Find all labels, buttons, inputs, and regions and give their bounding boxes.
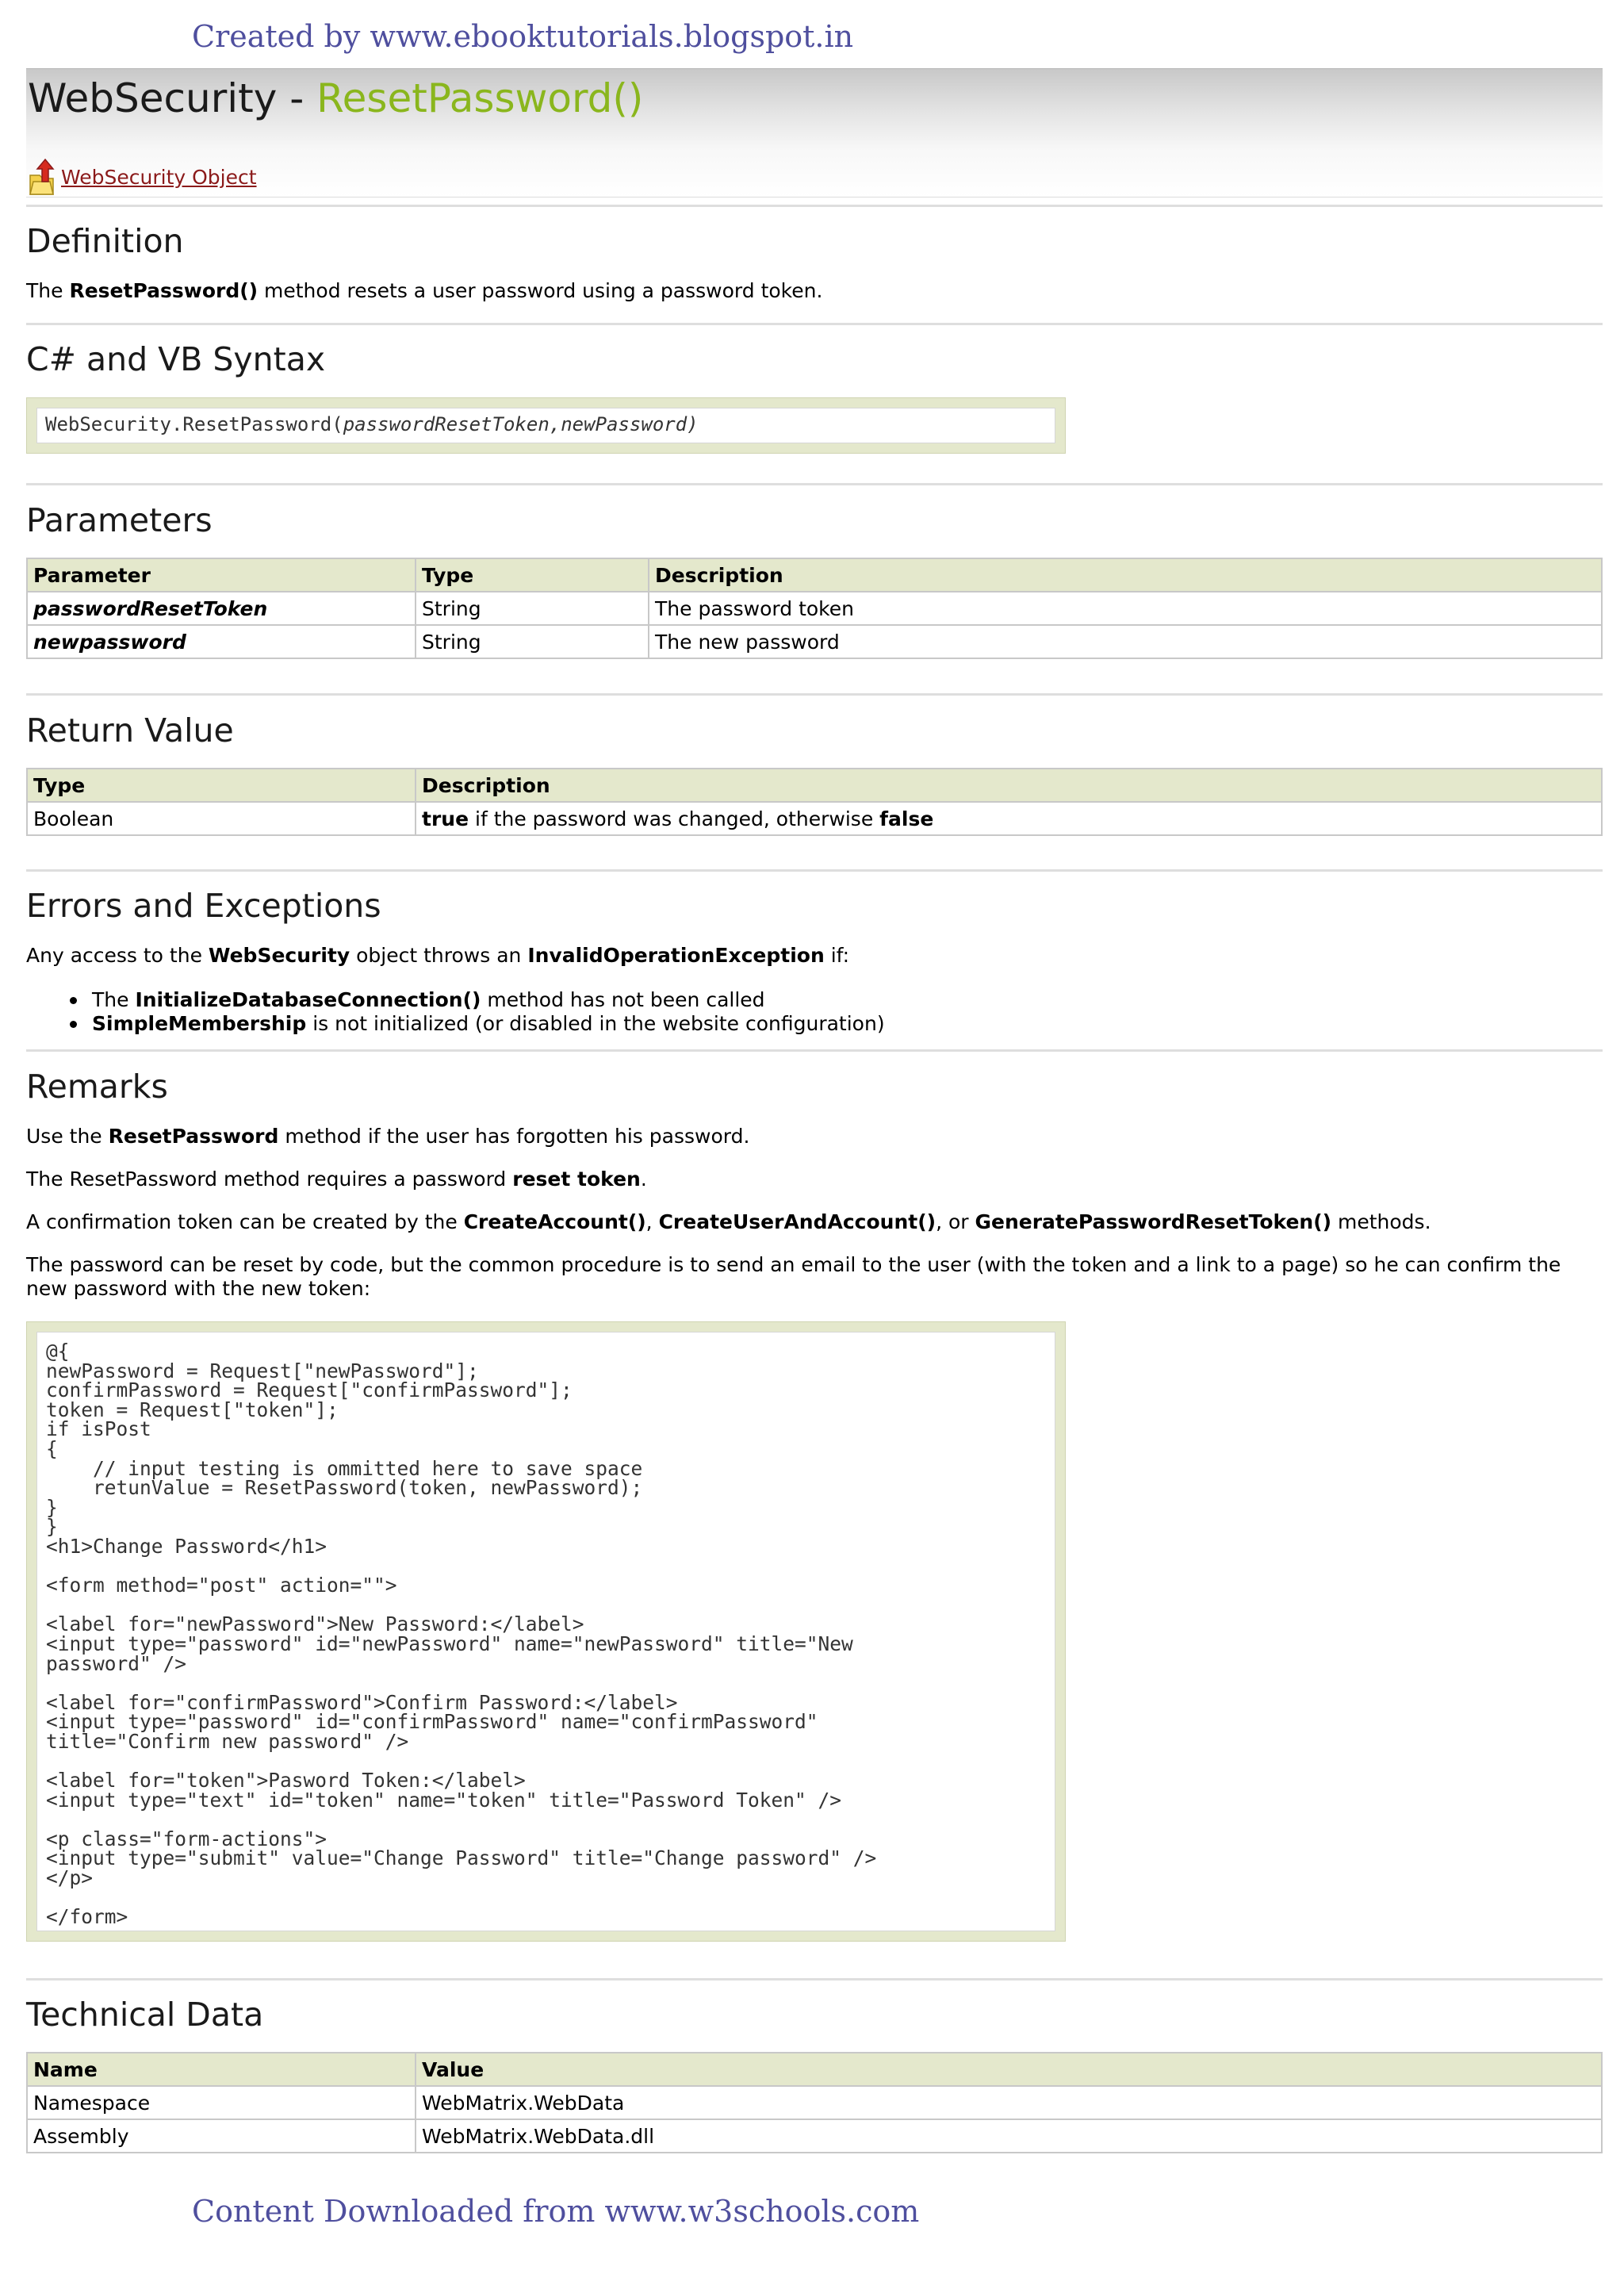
list-item: The InitializeDatabaseConnection() method has not been called	[63, 988, 885, 1012]
watermark-bottom: Content Downloaded from www.w3schools.com	[192, 2194, 920, 2229]
technical-value: WebMatrix.WebData	[416, 2086, 1602, 2119]
table-row	[27, 592, 1602, 625]
table-header: Value	[416, 2053, 1602, 2086]
divider	[26, 323, 1603, 325]
table-row	[27, 2119, 1602, 2153]
definition-text: The ResetPassword() method resets a user password using a password token.	[26, 279, 823, 302]
nav-bar	[26, 148, 1603, 197]
technical-value: WebMatrix.WebData.dll	[416, 2119, 1602, 2153]
return-value-table	[26, 768, 1603, 836]
errors-intro: Any access to the WebSecurity object throws an InvalidOperationException if:	[26, 944, 850, 967]
technical-name: Assembly	[27, 2119, 416, 2153]
parameters-table	[26, 558, 1603, 659]
table-header: Parameter	[27, 558, 416, 592]
table-header: Name	[27, 2053, 416, 2086]
param-name: newpassword	[27, 625, 416, 658]
divider	[26, 205, 1603, 207]
param-type: String	[416, 592, 649, 625]
return-type: Boolean	[27, 802, 416, 835]
table-row	[27, 2086, 1602, 2119]
return-value-heading: Return Value	[26, 711, 234, 750]
table-header-row	[27, 558, 1602, 592]
table-header-row	[27, 769, 1602, 802]
remarks-paragraph-2: The ResetPassword method requires a password reset token.	[26, 1168, 647, 1191]
errors-heading: Errors and Exceptions	[26, 887, 381, 925]
page-title-method: ResetPassword()	[316, 75, 644, 121]
code-example: @{ newPassword = Request["newPassword"]; confirmPassword = Request["confirmPassword"]; token = Request["token"]; if isPost { // input testing is ommitted here to save space retunValue = ResetPassword(token, newPassword); } } <h1>Change Password</h1> <form method="post" action=""> <label for="newPassword">New Password:</label> <input type="password" id="newPassword" name="newPassword" title="New password" /> <label for="confirmPassword">Confirm Password:</label> <input type="password" id="confirmPassword" name="confirmPassword" title="Confirm new password" /> <label for="token">Pasword Token:</label> <input type="text" id="token" name="token" title="Password Token" /> <p class="form-actions"> <input type="submit" value="Change Password" title="Change password" /> </p> </form>	[46, 1340, 877, 1929]
divider	[26, 1978, 1603, 1980]
table-header: Type	[27, 769, 416, 802]
table-header-row	[27, 2053, 1602, 2086]
definition-heading: Definition	[26, 222, 184, 260]
remarks-paragraph-4: The password can be reset by code, but the common procedure is to send an email to the user (with the token and a link to a page) so he can confirm the new password with the new token:	[26, 1253, 1561, 1300]
table-row	[27, 802, 1602, 835]
back-arrow-icon	[26, 158, 58, 196]
divider	[26, 1049, 1603, 1052]
param-name: passwordResetToken	[27, 592, 416, 625]
syntax-box	[26, 397, 1066, 454]
websecurity-object-link[interactable]: WebSecurity Object	[61, 165, 257, 189]
errors-list	[63, 988, 885, 1036]
remarks-paragraph-1: Use the ResetPassword method if the user has forgotten his password.	[26, 1125, 750, 1148]
list-item: SimpleMembership is not initialized (or disabled in the website configuration)	[63, 1012, 885, 1036]
param-description: The password token	[649, 592, 1602, 625]
remarks-paragraph-3: A confirmation token can be created by the CreateAccount(), CreateUserAndAccount(), or GeneratePasswordResetToken() methods.	[26, 1210, 1431, 1233]
param-description: The new password	[649, 625, 1602, 658]
divider	[26, 483, 1603, 485]
divider	[26, 693, 1603, 696]
table-header: Description	[416, 769, 1602, 802]
parameters-heading: Parameters	[26, 501, 213, 539]
table-header: Description	[649, 558, 1602, 592]
remarks-heading: Remarks	[26, 1068, 168, 1106]
page-title	[28, 75, 643, 121]
syntax-heading: C# and VB Syntax	[26, 340, 326, 378]
back-link[interactable]	[26, 158, 257, 196]
syntax-code: WebSecurity.ResetPassword(passwordResetToken,newPassword)	[36, 408, 1055, 443]
page-title-object: WebSecurity -	[28, 75, 317, 121]
return-description: true if the password was changed, otherwise false	[416, 802, 1602, 835]
page-header	[26, 68, 1603, 148]
param-type: String	[416, 625, 649, 658]
table-header: Type	[416, 558, 649, 592]
table-row	[27, 625, 1602, 658]
watermark-top: Created by www.ebooktutorials.blogspot.in	[192, 19, 854, 54]
technical-data-heading: Technical Data	[26, 1996, 264, 2034]
divider	[26, 869, 1603, 872]
technical-name: Namespace	[27, 2086, 416, 2119]
technical-data-table	[26, 2052, 1603, 2153]
code-example-box	[26, 1321, 1066, 1942]
